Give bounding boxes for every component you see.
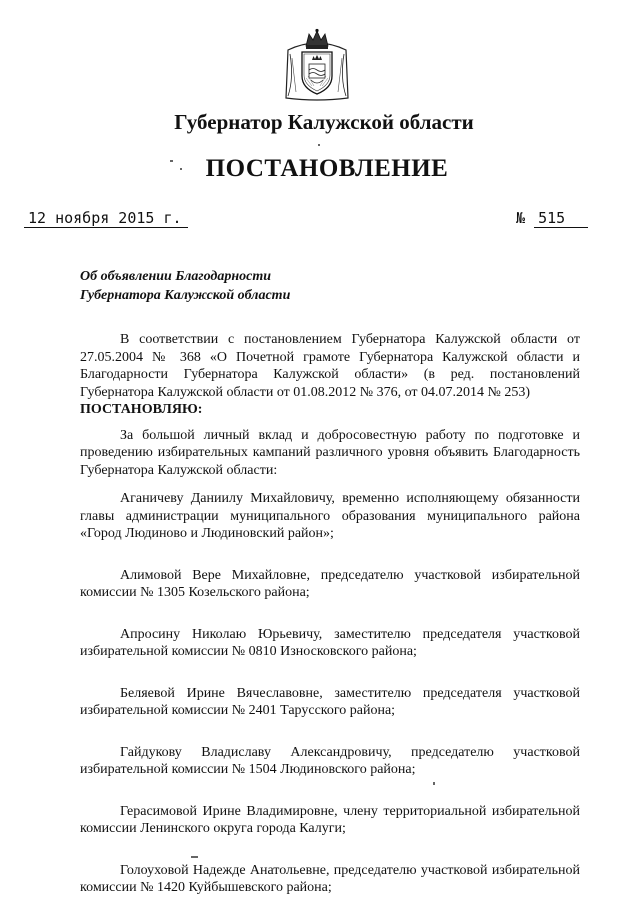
issuer-title: Губернатор Калужской области xyxy=(174,110,474,134)
decision-paragraph: За большой личный вклад и добросовестную работу по подготовке и проведению избирательных кампаний различного уровня объявить Благодарность Губернатора Калужской области: xyxy=(80,427,580,478)
document-type-heading: ПОСТАНОВЛЕНИЕ xyxy=(205,155,449,182)
subject-line: Об объявлении Благодарности xyxy=(80,269,271,284)
scan-speck xyxy=(191,856,198,858)
recipient-paragraph: Гайдукову Владиславу Александровичу, председателю участковой избирательной комиссии № 1504 Людиновского района; xyxy=(80,744,580,777)
recipient-paragraph: Аганичеву Даниилу Михайловичу, временно исполняющему обязанности главы администрации муниципального образования муниципального района «Город Людиново и Людиновский район»; xyxy=(80,491,580,541)
document-subject xyxy=(80,267,340,305)
subject-line: Губернатора Калужской области xyxy=(80,288,291,303)
number-label: № xyxy=(516,209,526,227)
scan-speck xyxy=(433,782,435,785)
document-body xyxy=(80,331,580,897)
recipient-paragraph: Беляевой Ирине Вячеславовне, заместителю председателя участковой избирательной комиссии № 2401 Тарусского района; xyxy=(80,685,580,718)
scan-speck xyxy=(318,144,320,146)
preamble-paragraph: В соответствии с постановлением Губернатора Калужской области от 27.05.2004 № 368 «О Почетной грамоте Губернатора Калужской области и Благодарности Губернатора Калужской области» (в ред. постановлений Губернатора Калужской области от 01.08.2012 № 376, от 04.07.2014 № 253) xyxy=(80,332,580,400)
recipient-paragraph: Алимовой Вере Михайловне, председателю участковой избирательной комиссии № 1305 Козельского района; xyxy=(80,567,580,600)
recipient-paragraph: Герасимовой Ирине Владимировне, члену территориальной избирательной комиссии Ленинского округа города Калуги; xyxy=(80,803,580,836)
scan-speck xyxy=(180,168,182,170)
document-date: 12 ноября 2015 г. xyxy=(24,209,188,228)
scan-speck xyxy=(170,160,173,162)
number-value: 515 xyxy=(534,209,588,228)
resolve-word: ПОСТАНОВЛЯЮ: xyxy=(80,402,203,417)
kaluga-coat-of-arms-icon xyxy=(282,28,352,104)
document-number xyxy=(516,209,588,228)
recipient-paragraph: Голоуховой Надежде Анатольевне, председателю участковой избирательной комиссии № 1420 Куйбышевского района; xyxy=(80,862,580,895)
recipient-paragraph: Апросину Николаю Юрьевичу, заместителю председателя участковой избирательной комиссии № 0810 Износковского района; xyxy=(80,626,580,659)
